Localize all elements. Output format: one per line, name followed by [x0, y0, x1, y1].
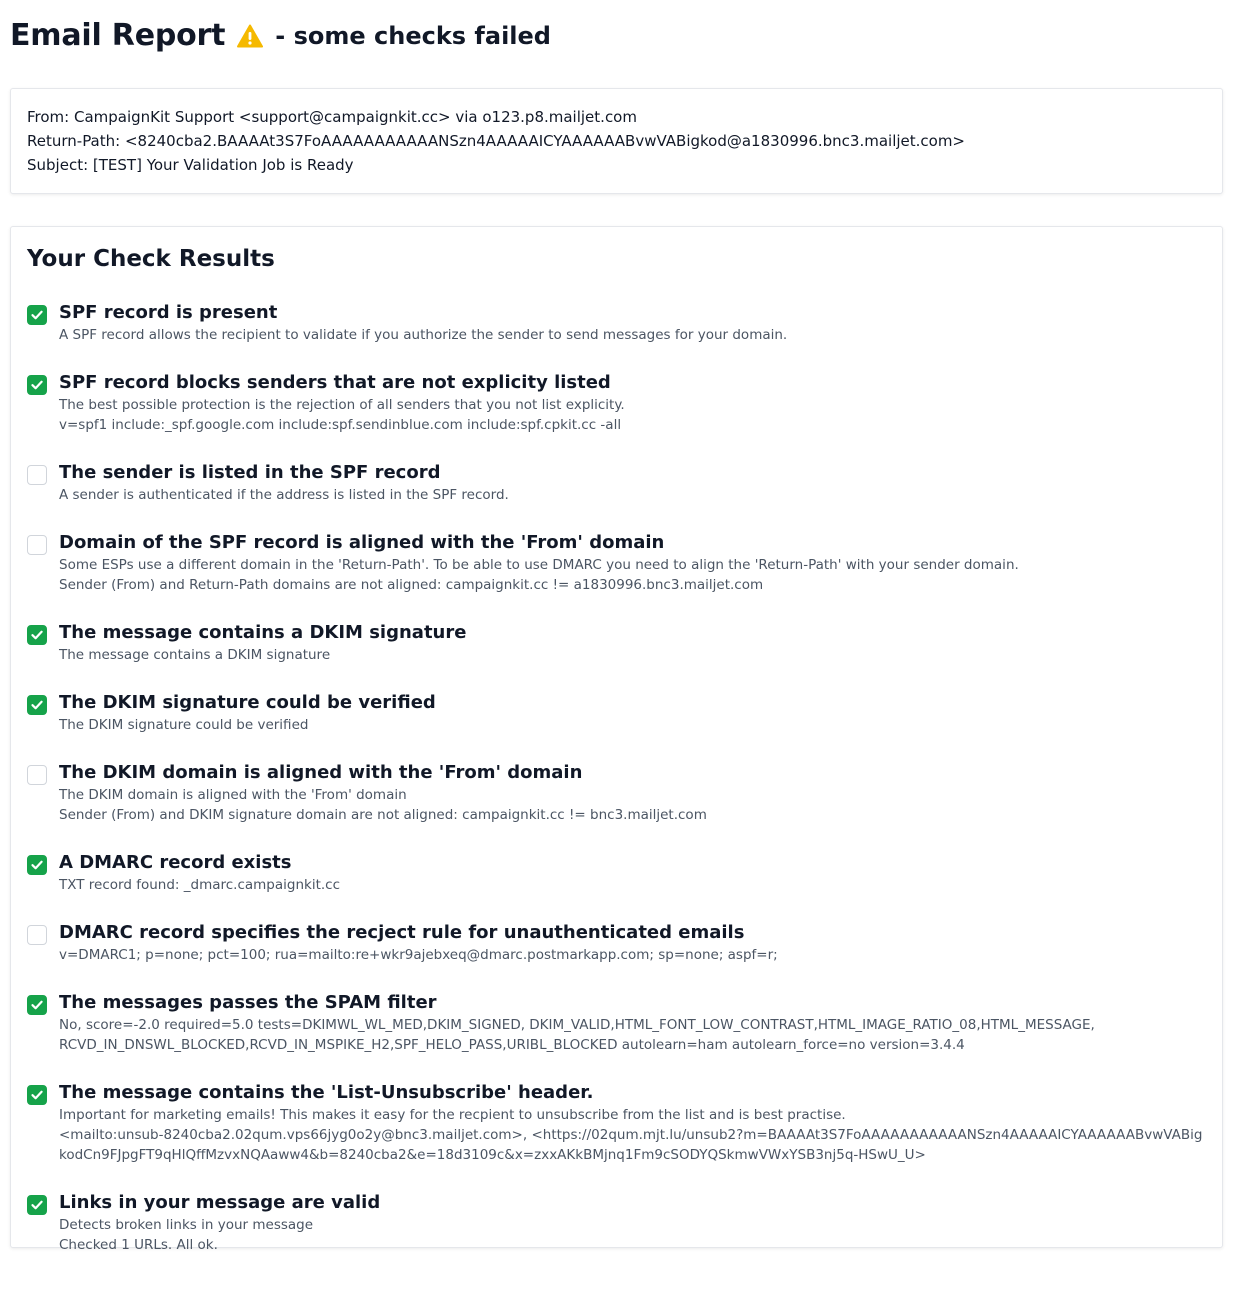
- check-title: DMARC record specifies the recject rule for unauthenticated emails: [59, 922, 745, 943]
- checkmark-icon: [30, 858, 44, 872]
- email-header-card: [10, 88, 1223, 194]
- check-title: SPF record is present: [59, 302, 278, 323]
- checkmark-icon: [30, 378, 44, 392]
- check-body: [59, 691, 1206, 735]
- check-description: Some ESPs use a different domain in the 'Return-Path'. To be able to use DMARC you need to align the 'Return-Path' with your sender domain.: [59, 557, 1019, 573]
- checkmark-icon: [30, 998, 44, 1012]
- check-body: [59, 531, 1206, 595]
- check-title: SPF record blocks senders that are not explicity listed: [59, 372, 611, 393]
- check-title: A DMARC record exists: [59, 852, 292, 873]
- check-body: [59, 921, 1206, 965]
- check-body: [59, 621, 1206, 665]
- check-failed-checkbox: [27, 465, 47, 485]
- check-list: [27, 301, 1206, 1255]
- check-description: Detects broken links in your message: [59, 1217, 314, 1233]
- check-description: The best possible protection is the rejection of all senders that you not list explicity.: [59, 397, 625, 413]
- subject-line: Subject: [TEST] Your Validation Job is Ready: [27, 156, 354, 174]
- check-detail: v=spf1 include:_spf.google.com include:spf.sendinblue.com include:spf.cpkit.cc -all: [59, 417, 622, 433]
- check-failed-checkbox: [27, 535, 47, 555]
- check-results-card: [10, 226, 1223, 1253]
- check-passed-checkbox: [27, 995, 47, 1015]
- check-item: [27, 991, 1206, 1055]
- check-item: [27, 531, 1206, 595]
- check-passed-checkbox: [27, 855, 47, 875]
- check-description: Important for marketing emails! This makes it easy for the recpient to unsubscribe from the list and is best practise.: [59, 1107, 846, 1123]
- check-body: [59, 851, 1206, 895]
- check-title: The DKIM domain is aligned with the 'From' domain: [59, 762, 583, 783]
- check-item: [27, 301, 1206, 345]
- check-failed-checkbox: [27, 765, 47, 785]
- check-title: The DKIM signature could be verified: [59, 692, 436, 713]
- check-item: [27, 761, 1206, 825]
- check-failed-checkbox: [27, 925, 47, 945]
- check-title: Domain of the SPF record is aligned with the 'From' domain: [59, 532, 665, 553]
- check-description: The DKIM domain is aligned with the 'From' domain: [59, 787, 407, 803]
- check-passed-checkbox: [27, 625, 47, 645]
- check-detail: Sender (From) and DKIM signature domain are not aligned: campaignkit.cc != bnc3.mailjet.com: [59, 807, 707, 823]
- check-passed-checkbox: [27, 1195, 47, 1215]
- check-detail: Checked 1 URLs. All ok.: [59, 1237, 218, 1253]
- from-line: From: CampaignKit Support <support@campaignkit.cc> via o123.p8.mailjet.com: [27, 108, 637, 126]
- check-detail: Sender (From) and Return-Path domains are not aligned: campaignkit.cc != a1830996.bnc3.mailjet.com: [59, 577, 764, 593]
- check-description: No, score=-2.0 required=5.0 tests=DKIMWL_WL_MED,DKIM_SIGNED, DKIM_VALID,HTML_FONT_LOW_CONTRAST,HTML_IMAGE_RATIO_08,HTML_MESSAGE, RCVD_IN_DNSWL_BLOCKED,RCVD_IN_MSPIKE_H2,SPF_HELO_PASS,URIBL_BLOCKED autolearn=ham autolearn_force=no version=3.4.4: [59, 1017, 1095, 1053]
- check-title: The messages passes the SPAM filter: [59, 992, 437, 1013]
- check-passed-checkbox: [27, 1085, 47, 1105]
- warning-icon: [237, 24, 263, 48]
- checkmark-icon: [30, 698, 44, 712]
- check-item: [27, 1191, 1206, 1255]
- check-body: [59, 461, 1206, 505]
- check-title: The message contains the 'List-Unsubscribe' header.: [59, 1082, 594, 1103]
- check-item: [27, 621, 1206, 665]
- check-detail: <mailto:unsub-8240cba2.02qum.vps66jyg0o2y@bnc3.mailjet.com>, <https://02qum.mjt.lu/unsub2?m=BAAAAt3S7FoAAAAAAAAAAANSzn4AAAAAICYAAAAAABvwVABigkodCn9FJpgFT9qHlQffMzvxNQAaww4&b=8240cba2&e=18d3109c&x=zxxAKkBMjnq1Fm9cSODYQSkmwVWxYSB3nj5q-HSwU_U>: [59, 1127, 1203, 1163]
- check-passed-checkbox: [27, 305, 47, 325]
- checkmark-icon: [30, 1088, 44, 1102]
- return-path-line: Return-Path: <8240cba2.BAAAAt3S7FoAAAAAAAAAAANSzn4AAAAAICYAAAAAABvwVABigkod@a1830996.bnc3.mailjet.com>: [27, 132, 966, 150]
- page-header: [10, 0, 1235, 72]
- check-title: The message contains a DKIM signature: [59, 622, 467, 643]
- check-title: The sender is listed in the SPF record: [59, 462, 441, 483]
- checkmark-icon: [30, 308, 44, 322]
- check-body: [59, 371, 1206, 435]
- check-passed-checkbox: [27, 695, 47, 715]
- check-description: TXT record found: _dmarc.campaignkit.cc: [59, 877, 341, 893]
- checkmark-icon: [30, 628, 44, 642]
- check-description: A sender is authenticated if the address is listed in the SPF record.: [59, 487, 509, 503]
- check-item: [27, 461, 1206, 505]
- results-title: Your Check Results: [27, 246, 275, 272]
- check-item: [27, 921, 1206, 965]
- check-item: [27, 851, 1206, 895]
- check-passed-checkbox: [27, 375, 47, 395]
- check-body: [59, 301, 1206, 345]
- check-body: [59, 761, 1206, 825]
- check-body: [59, 991, 1206, 1055]
- check-item: [27, 691, 1206, 735]
- check-item: [27, 1081, 1206, 1165]
- check-description: A SPF record allows the recipient to validate if you authorize the sender to send messages for your domain.: [59, 327, 788, 343]
- check-body: [59, 1081, 1206, 1165]
- check-item: [27, 371, 1206, 435]
- check-description: The DKIM signature could be verified: [59, 717, 309, 733]
- check-body: [59, 1191, 1206, 1255]
- report-status: - some checks failed: [275, 22, 551, 50]
- checkmark-icon: [30, 1198, 44, 1212]
- check-title: Links in your message are valid: [59, 1192, 381, 1213]
- check-description: The message contains a DKIM signature: [59, 647, 331, 663]
- page-title: Email Report: [10, 18, 226, 53]
- check-description: v=DMARC1; p=none; pct=100; rua=mailto:re+wkr9ajebxeq@dmarc.postmarkapp.com; sp=none; aspf=r;: [59, 947, 778, 963]
